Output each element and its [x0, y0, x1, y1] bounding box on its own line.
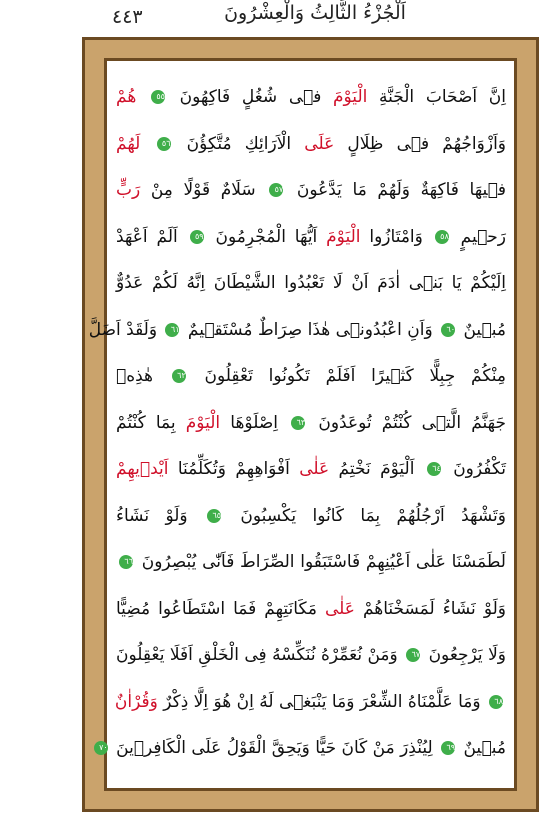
verse-text: لَطَمَسْنَا عَلٰى اَعْيُنِهِمْ فَاسْتَبَقُوا الصِّرَاطَ فَاَنّٰى يُبْصِرُونَ: [136, 552, 506, 572]
verse-text: وَتَشْهَدُ اَرْجُلُهُمْ بِمَا كَانُوا يَكْسِبُونَ: [224, 505, 506, 526]
verse-number-marker: ٦٠: [441, 323, 455, 337]
verse-number-marker: ٥٩: [190, 230, 204, 244]
verse-text: هٰذِهٖ: [116, 366, 169, 386]
text-line: [116, 586, 506, 632]
verse-text: مِنْكُمْ جِبِلًّا كَثٖيرًا اَفَلَمْ تَكُونُوا تَعْقِلُونَ: [188, 366, 506, 386]
verse-text: فٖى شُغُلٍ فَاكِهُونَ: [167, 87, 333, 107]
highlighted-word: عَلَى: [304, 133, 335, 154]
text-line: [116, 679, 506, 725]
verse-number-marker: ٦٧: [406, 648, 420, 662]
verse-number-marker: ٦٨: [489, 695, 503, 709]
highlighted-word: عَلٰى: [324, 598, 355, 619]
verse-text: مُبٖينٌ: [458, 738, 506, 758]
verse-number-marker: ٦٥: [207, 509, 221, 523]
page-header: [0, 0, 547, 36]
verse-text: اَيُّهَا الْمُجْرِمُونَ: [206, 226, 327, 247]
verse-number-marker: ٦٢: [172, 369, 186, 383]
text-line: [116, 446, 506, 492]
verse-text: اَلْيَوْمَ نَخْتِمُ: [329, 459, 424, 479]
verse-number-marker: ٦٤: [427, 462, 441, 476]
verse-text: اِصْلَوْهَا: [220, 412, 289, 433]
verse-number-marker: ٥٧: [269, 183, 283, 197]
verse-text: جَهَنَّمُ الَّتٖى كُنْتُمْ تُوعَدُونَ: [308, 412, 506, 433]
verse-text: الْاَرَائِكِ مُتَّكِؤُنَ: [173, 133, 305, 154]
highlighted-word: الْيَوْمَ: [326, 226, 361, 247]
juz-title: اَلْجُزْءُ الثَّالِثُ وَالْعِشْرُونَ: [224, 2, 406, 24]
verse-text: وَلَوْ نَشَاءُ: [116, 505, 205, 526]
text-line: [116, 260, 506, 306]
highlighted-word: وَقُرْاٰنٌ: [114, 691, 158, 712]
verse-text: اِنَّ اَصْحَابَ الْجَنَّةِ: [367, 87, 507, 107]
text-line: [88, 307, 506, 353]
verse-text: لِيُنْذِرَ مَنْ كَانَ حَيًّا وَيَحِقَّ الْقَوْلُ عَلَى الْكَافِرٖينَ: [110, 738, 439, 758]
verse-text: وَاَزْوَاجُهُمْ فٖى ظِلَالٍ: [334, 133, 507, 154]
verse-number-marker: ٦٩: [441, 741, 455, 755]
verse-number-marker: ٥٨: [435, 230, 449, 244]
text-line: [116, 493, 506, 539]
verse-number-marker: ٦٣: [291, 416, 305, 430]
text-line: [116, 400, 506, 446]
text-line: [116, 74, 506, 120]
highlighted-word: هُمْ: [116, 87, 148, 107]
page-number: ٤٤٣: [112, 6, 143, 28]
verse-text: وَلَقَدْ اَضَلَّ: [88, 319, 163, 340]
verse-text: وَاَنِ اعْبُدُونٖى هٰذَا صِرَاطٌ مُسْتَقٖيمٌ: [182, 319, 439, 340]
verse-text: وَلَوْ نَشَاءُ لَمَسَخْنَاهُمْ: [354, 598, 506, 619]
text-line: [116, 539, 506, 585]
verse-text: وَمَا عَلَّمْنَاهُ الشِّعْرَ وَمَا يَنْبَغٖى لَهُ اِنْ هُوَ اِلَّا ذِكْرٌ: [157, 691, 486, 712]
text-line: [116, 121, 506, 167]
text-line: [116, 167, 506, 213]
verse-number-marker: ٥٥: [151, 90, 165, 104]
verse-number-marker: ٦١: [165, 323, 179, 337]
highlighted-word: الْيَوْمَ: [333, 87, 368, 107]
verse-text: وَامْتَازُوا: [360, 226, 432, 247]
text-line: [116, 632, 506, 678]
verse-text: اِلَيْكُمْ يَا بَنٖى اٰدَمَ اَنْ لَا تَعْبُدُوا الشَّيْطَانَ اِنَّهُ لَكُمْ عَدُوٌّ: [116, 273, 506, 293]
verse-text: فٖيهَا فَاكِهَةٌ وَلَهُمْ مَا يَدَّعُونَ: [286, 180, 506, 200]
quran-text-area: [88, 74, 507, 784]
verse-text: مُبٖينٌ: [458, 319, 506, 340]
text-line: [99, 725, 506, 771]
highlighted-word: عَلٰى: [299, 459, 330, 479]
verse-text: رَحٖيمٍ: [451, 226, 506, 247]
highlighted-word: رَبٍّ: [116, 180, 141, 200]
verse-text: اَفْوَاهِهِمْ وَتُكَلِّمُنَا: [168, 459, 300, 479]
verse-text: سَلَامٌ قَوْلًا مِنْ: [140, 180, 267, 200]
verse-text: وَلَا يَرْجِعُونَ: [423, 645, 506, 665]
verse-text: اَلَمْ اَعْهَدْ: [116, 226, 187, 247]
highlighted-word: اَيْدٖيهِمْ: [116, 459, 169, 479]
verse-number-marker: ٦٦: [119, 555, 133, 569]
verse-text: تَكْفُرُونَ: [443, 459, 506, 479]
verse-text: مَكَانَتِهِمْ فَمَا اسْتَطَاعُوا مُضِيًّا: [116, 598, 325, 619]
verse-text: وَمَنْ نُعَمِّرْهُ نُنَكِّسْهُ فِى الْخَلْقِ اَفَلَا يَعْقِلُونَ: [116, 645, 404, 665]
verse-number-marker: ٧٠: [94, 741, 108, 755]
text-line: [116, 214, 506, 260]
verse-text: بِمَا كُنْتُمْ: [116, 412, 186, 433]
verse-number-marker: ٥٦: [157, 137, 171, 151]
text-line: [116, 353, 506, 399]
highlighted-word: الْيَوْمَ: [185, 412, 221, 433]
highlighted-word: لَهُمْ: [116, 133, 154, 154]
